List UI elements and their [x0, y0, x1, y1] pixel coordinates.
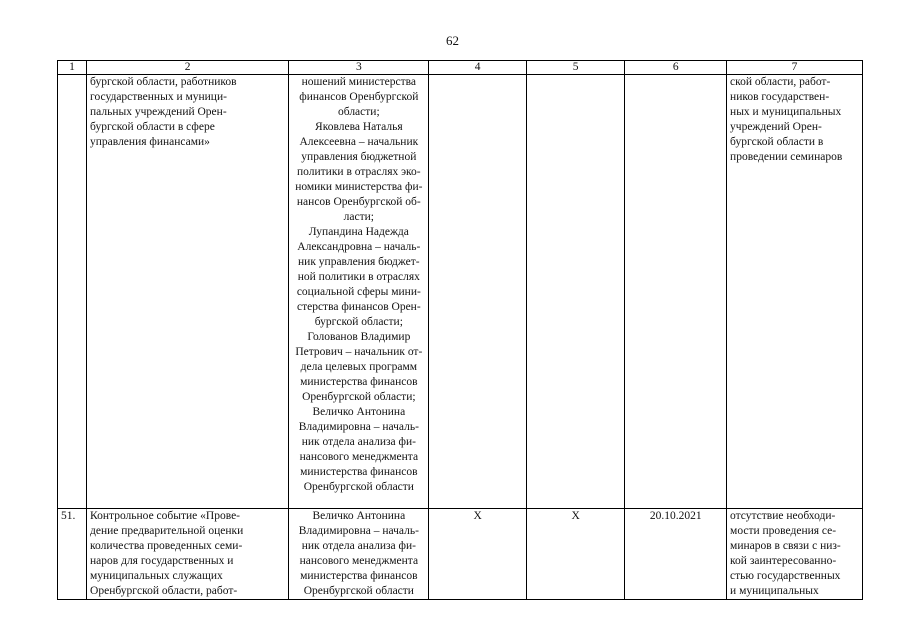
- table-row: [58, 509, 863, 600]
- row-number-cell: [58, 75, 87, 509]
- date-cell: [625, 509, 727, 600]
- date-cell: [625, 75, 727, 509]
- header-cell: 7: [727, 61, 863, 75]
- event-cell: [87, 509, 289, 600]
- responsible-text: Величко Антонина Владимировна – началь- ник отдела анализа фи- нансового менеджмента министерства финансов Оренбургской области: [298, 510, 419, 597]
- responsible-cell: [289, 509, 429, 600]
- table-row: [58, 75, 863, 509]
- column-4-value: Х: [473, 510, 482, 522]
- result-text: отсутствие необходи- мости проведения се- минаров в связи с низ- кой заинтересованно- стью государственных и муниципальных: [730, 510, 841, 597]
- event-text: Контрольное событие «Прове- дение предварительной оценки количества проведенных семи- наров для государственных и муниципальных служащих Оренбургской области, работ-: [90, 510, 244, 597]
- column-5-value: Х: [571, 510, 580, 522]
- row-number: 51.: [61, 510, 76, 522]
- column-4-cell: [429, 509, 527, 600]
- document-table: [57, 60, 863, 600]
- page-number: 62: [446, 33, 459, 48]
- column-5-cell: [526, 509, 625, 600]
- table-header-row: [58, 61, 863, 75]
- column-4-cell: [429, 75, 527, 509]
- column-5-cell: [526, 75, 625, 509]
- header-cell: 6: [625, 61, 727, 75]
- result-cell: [727, 509, 863, 600]
- header-cell: 4: [429, 61, 527, 75]
- date-value: 20.10.2021: [649, 510, 702, 522]
- result-text: ской области, работ- ников государствен- ных и муниципальных учреждений Орен- бургской области в проведении семинаров: [730, 76, 843, 163]
- event-cell: [87, 75, 289, 509]
- responsible-cell: [289, 75, 429, 509]
- event-text: бургской области, работников государственных и муници- пальных учреждений Орен- бургской области в сфере управления финансами»: [90, 76, 237, 148]
- responsible-text: ношений министерства финансов Оренбургской области; Яковлева Наталья Алексеевна – начальник управления бюджетной политики в отраслях эко- номики министерства фи- нансов Оренбургской об- ласти; Лупандина Надежда Александровна – началь- ник управления бюджет- ной политики в отраслях социальной сферы мини- стерства финансов Орен- бургской области; Голованов Владимир Петрович – начальник от- дела целевых программ министерства финансов Оренбургской области; Величко Антонина Владимировна – началь- ник отдела анализа фи- нансового менеджмента министерства финансов Оренбургской области: [295, 76, 423, 493]
- result-cell: [727, 75, 863, 509]
- header-cell: 2: [87, 61, 289, 75]
- row-number-cell: [58, 509, 87, 600]
- header-cell: 5: [526, 61, 625, 75]
- header-cell: 1: [58, 61, 87, 75]
- header-cell: 3: [289, 61, 429, 75]
